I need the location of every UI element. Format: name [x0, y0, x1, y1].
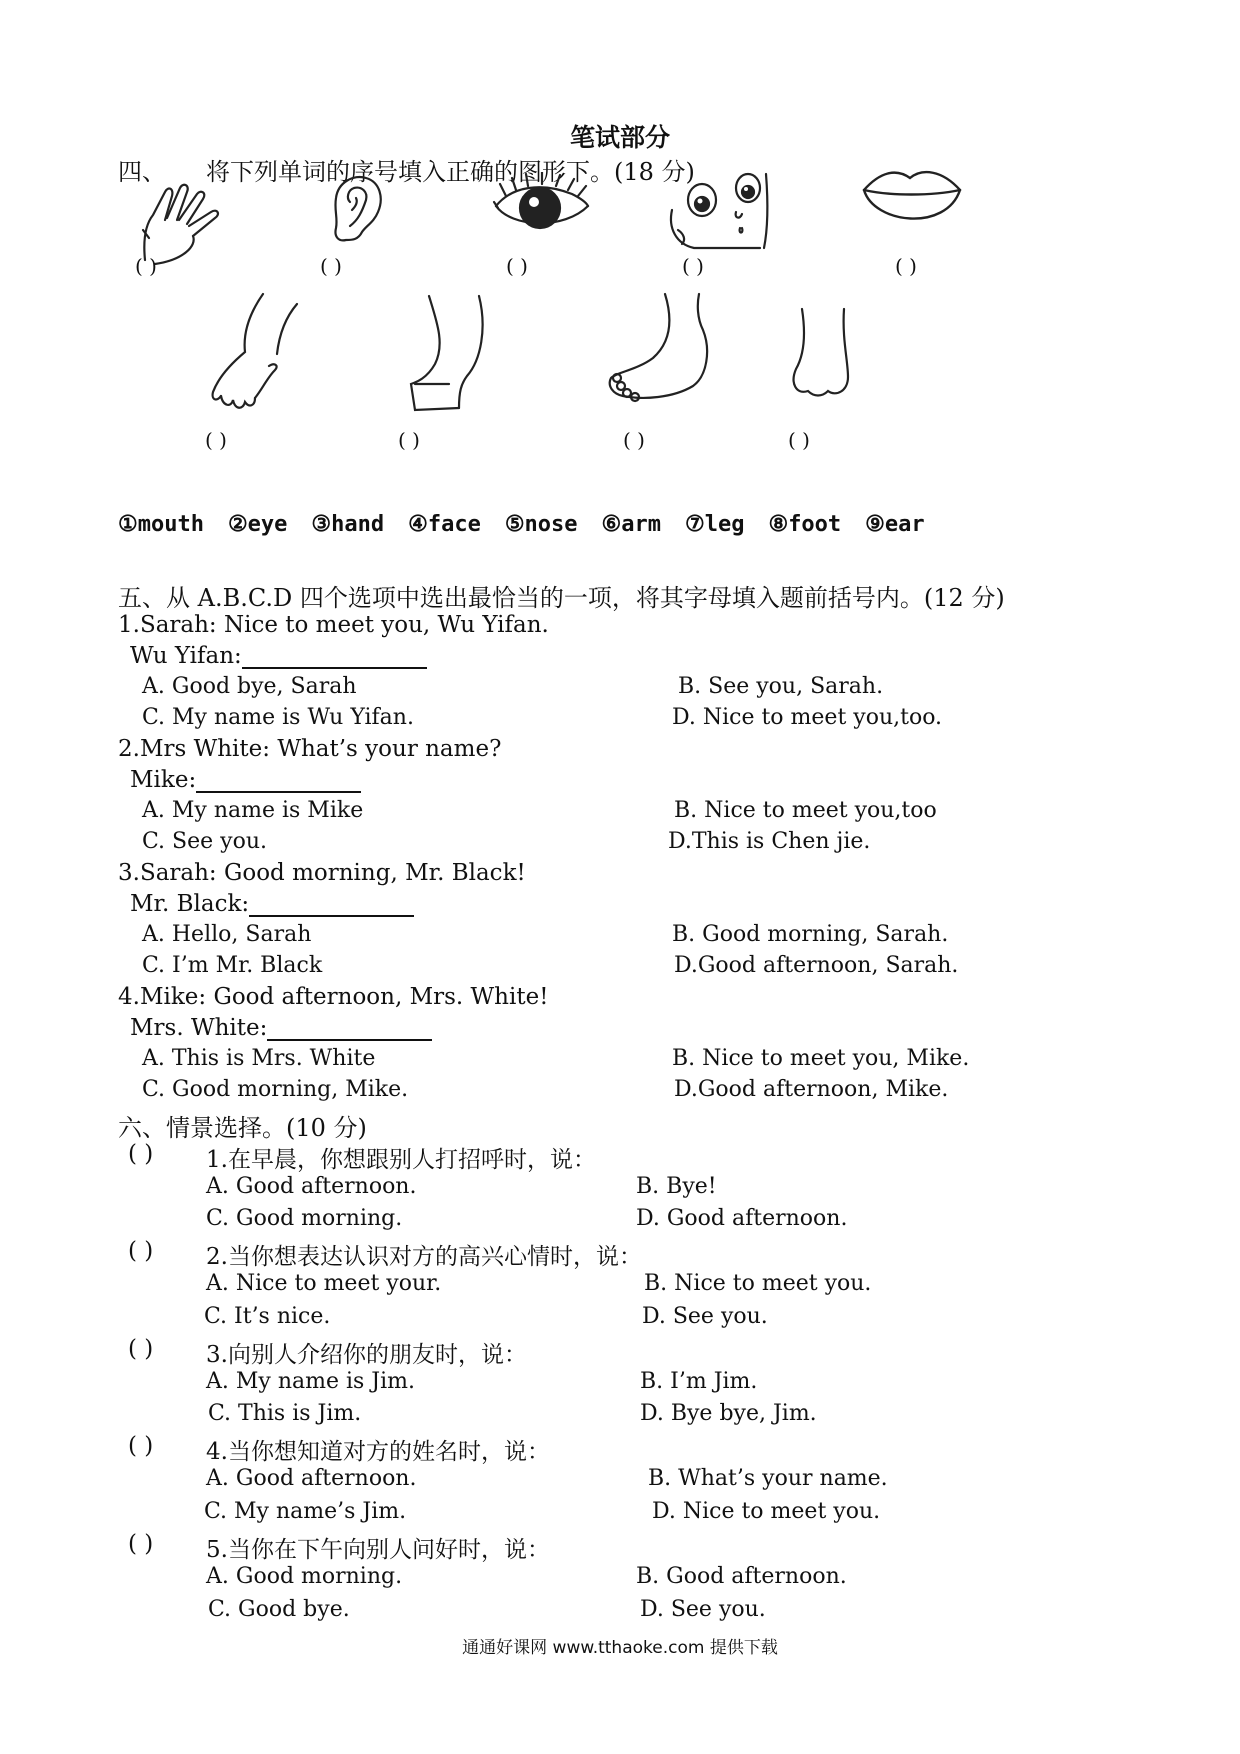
- option-d: D. See you.: [640, 1597, 766, 1622]
- answer-paren[interactable]: ( ): [128, 1141, 154, 1167]
- section4-instruction: 将下列单词的序号填入正确的图形下。(18 分): [206, 158, 695, 186]
- answer-paren[interactable]: ( ): [682, 254, 704, 278]
- answer-paren[interactable]: ( ): [788, 428, 810, 452]
- option-c: C. My name is Wu Yifan.: [142, 705, 414, 730]
- word-item: ③hand: [311, 512, 385, 537]
- option-a: A. My name is Jim.: [206, 1369, 416, 1394]
- option-a: A. Good afternoon.: [206, 1174, 417, 1199]
- mouth-icon: [860, 162, 965, 242]
- option-a: A. Good bye, Sarah: [142, 674, 357, 699]
- option-d: D. Good afternoon.: [636, 1206, 848, 1231]
- arm-hand-icon: [205, 290, 305, 415]
- question-speaker: Mr. Black:: [130, 891, 414, 917]
- question-speaker: Wu Yifan:: [130, 643, 427, 669]
- option-d: D. Nice to meet you.: [652, 1499, 881, 1524]
- option-b: B. Bye!: [636, 1174, 717, 1199]
- answer-paren[interactable]: ( ): [398, 428, 420, 452]
- option-b: B. See you, Sarah.: [678, 674, 884, 699]
- option-d: D. Bye bye, Jim.: [640, 1401, 817, 1426]
- answer-paren[interactable]: ( ): [895, 254, 917, 278]
- answer-paren[interactable]: ( ): [128, 1238, 154, 1264]
- word-item: ⑨ear: [865, 512, 925, 537]
- question-prompt: 2.Mrs White: What’s your name?: [118, 736, 502, 762]
- option-b: B. Good morning, Sarah.: [672, 922, 949, 947]
- option-b: B. Nice to meet you,too: [674, 798, 937, 823]
- option-c: C. Good bye.: [208, 1597, 350, 1622]
- question-prompt: 3.Sarah: Good morning, Mr. Black!: [118, 860, 526, 886]
- question-prompt: 4.当你想知道对方的姓名时，说：: [206, 1439, 550, 1465]
- answer-paren[interactable]: ( ): [128, 1433, 154, 1459]
- option-d: D.This is Chen jie.: [668, 829, 871, 854]
- option-a: A. Good morning.: [206, 1564, 403, 1589]
- option-c: C. I’m Mr. Black: [142, 953, 323, 978]
- word-item: ⑦leg: [685, 512, 745, 537]
- word-item: ⑤nose: [504, 512, 578, 537]
- question-speaker: Mike:: [130, 767, 361, 793]
- option-b: B. Nice to meet you.: [644, 1271, 872, 1296]
- answer-paren[interactable]: ( ): [128, 1336, 154, 1362]
- section6-heading: 六、情景选择。(10 分): [118, 1114, 367, 1142]
- answer-blank[interactable]: [267, 1017, 432, 1041]
- answer-paren[interactable]: ( ): [623, 428, 645, 452]
- answer-blank[interactable]: [242, 645, 427, 669]
- eye-icon: [492, 172, 592, 242]
- question-prompt: 4.Mike: Good afternoon, Mrs. White!: [118, 984, 549, 1010]
- option-a: A. Good afternoon.: [206, 1466, 417, 1491]
- option-b: B. Good afternoon.: [636, 1564, 847, 1589]
- option-a: A. Hello, Sarah: [142, 922, 312, 947]
- option-c: C. It’s nice.: [204, 1304, 331, 1329]
- option-b: B. What’s your name.: [648, 1466, 888, 1491]
- option-c: C. This is Jim.: [208, 1401, 362, 1426]
- question-prompt: 1.Sarah: Nice to meet you, Wu Yifan.: [118, 612, 549, 638]
- answer-paren[interactable]: ( ): [128, 1531, 154, 1557]
- option-d: D.Good afternoon, Sarah.: [674, 953, 959, 978]
- answer-paren[interactable]: ( ): [205, 428, 227, 452]
- answer-blank[interactable]: [196, 769, 361, 793]
- question-prompt: 2.当你想表达认识对方的高兴心情时，说：: [206, 1244, 642, 1270]
- option-a: A. This is Mrs. White: [142, 1046, 376, 1071]
- answer-paren[interactable]: ( ): [135, 254, 157, 278]
- page-title: 笔试部分: [569, 123, 670, 152]
- option-d: D. See you.: [642, 1304, 768, 1329]
- ear-icon: [328, 170, 388, 250]
- option-c: C. Good morning.: [206, 1206, 403, 1231]
- option-c: C. See you.: [142, 829, 267, 854]
- leg-icon: [405, 292, 490, 417]
- section5-heading: 五、从 A.B.C.D 四个选项中选出最恰当的一项，将其字母填入题前括号内。(12 分): [118, 584, 1005, 612]
- question-prompt: 1.在早晨，你想跟别人打招呼时，说：: [206, 1147, 596, 1173]
- question-prompt: 5.当你在下午向别人问好时，说：: [206, 1537, 550, 1563]
- answer-paren[interactable]: ( ): [506, 254, 528, 278]
- word-item: ②eye: [227, 512, 288, 537]
- option-b: B. Nice to meet you, Mike.: [672, 1046, 970, 1071]
- face-icon: [660, 170, 775, 255]
- word-item: ④face: [408, 512, 481, 537]
- word-item: ①mouth: [118, 512, 204, 537]
- option-a: A. My name is Mike: [142, 798, 364, 823]
- option-c: C. My name’s Jim.: [204, 1499, 407, 1524]
- footer-source: 通通好课网 www.tthaoke.com 提供下载: [462, 1638, 778, 1658]
- question-speaker: Mrs. White:: [130, 1015, 432, 1041]
- answer-paren[interactable]: ( ): [320, 254, 342, 278]
- word-item: ⑥arm: [601, 512, 661, 537]
- answer-blank[interactable]: [249, 893, 414, 917]
- section4-label: 四、: [118, 158, 166, 186]
- question-prompt: 3.向别人介绍你的朋友时，说：: [206, 1342, 527, 1368]
- word-bank: [118, 512, 1078, 537]
- option-a: A. Nice to meet your.: [206, 1271, 442, 1296]
- option-b: B. I’m Jim.: [640, 1369, 758, 1394]
- option-d: D.Good afternoon, Mike.: [674, 1077, 949, 1102]
- option-c: C. Good morning, Mike.: [142, 1077, 409, 1102]
- foot-icon: [603, 290, 723, 415]
- foot-small-icon: [788, 305, 858, 400]
- option-d: D. Nice to meet you,too.: [672, 705, 943, 730]
- word-item: ⑧foot: [768, 512, 842, 537]
